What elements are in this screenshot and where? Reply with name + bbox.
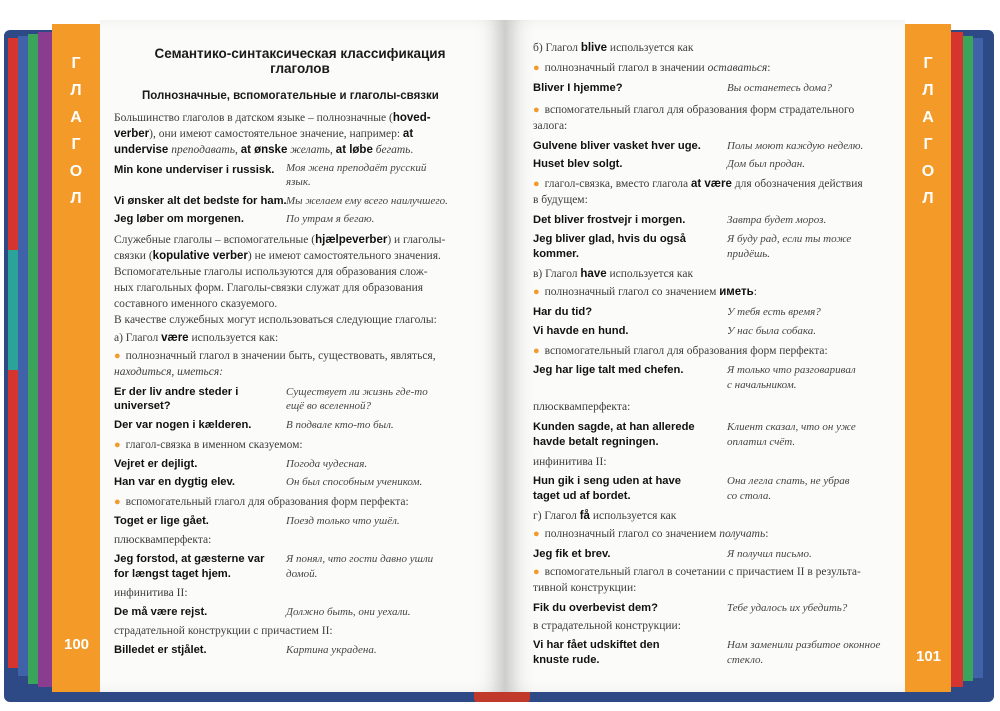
danish-example: for længst taget hjem. — [114, 568, 231, 580]
bullet-icon: ● — [533, 62, 540, 74]
bullet-icon: ● — [533, 345, 540, 357]
right-tab-title: ГЛАГОЛ — [921, 55, 935, 207]
left-page-number: 100 — [64, 636, 90, 653]
form-label: плюсквамперфекта: — [533, 401, 631, 413]
danish-example: Vi har fået udskiftet den — [533, 639, 660, 651]
russian-translation: ещё во вселенной? — [286, 400, 372, 412]
danish-example: Hun gik i seng uden at have — [533, 475, 681, 487]
russian-translation: Я получил письмо. — [727, 548, 812, 560]
bullet-item: ● вспомогательный глагол для образования форм страдательного — [533, 104, 855, 116]
left-stripe-purple — [38, 32, 52, 687]
danish-example: Jeg har lige talt med chefen. — [533, 364, 684, 376]
danish-example: Huset blev solgt. — [533, 158, 623, 170]
section-heading: г) Глагол få используется как — [533, 510, 677, 522]
right-stripe-green — [963, 36, 973, 681]
russian-translation: со стола. — [727, 490, 772, 502]
russian-translation: язык. — [286, 176, 311, 188]
left-stripe-green — [28, 34, 38, 684]
form-label: инфинитива II: — [533, 456, 607, 468]
danish-example: Er der liv andre steder i — [114, 386, 239, 398]
danish-example: Jeg bliver glad, hvis du også — [533, 233, 686, 245]
russian-translation: стекло. — [727, 654, 764, 666]
aux-line: В качестве служебных могут использоваться следующие глаголы: — [114, 314, 437, 326]
russian-translation: с начальником. — [727, 379, 797, 391]
russian-translation: Поезд только что ушёл. — [286, 515, 400, 527]
danish-example: Min kone underviser i russisk. — [114, 164, 275, 176]
danish-example: Det bliver frostvejr i morgen. — [533, 214, 686, 226]
russian-translation: Вы останетесь дома? — [727, 82, 833, 94]
danish-example: Gulvene bliver vasket hver uge. — [533, 140, 701, 152]
form-label: в страдательной конструкции: — [533, 620, 681, 632]
danish-example: Billedet er stjålet. — [114, 644, 207, 656]
danish-example: Jeg forstod, at gæsterne var — [114, 553, 265, 565]
bullet-icon: ● — [533, 286, 540, 298]
aux-line: ных глагольных форм. Глаголы-связки служат для образования — [114, 282, 424, 294]
danish-example: universet? — [114, 400, 171, 412]
danish-example: Han var en dygtig elev. — [114, 476, 236, 488]
russian-translation: оплатил счёт. — [727, 436, 796, 448]
russian-translation: Я понял, что гости давно ушли — [286, 553, 434, 565]
right-page — [505, 20, 905, 692]
right-page-number: 101 — [916, 648, 942, 665]
russian-translation: Погода чудесная. — [286, 458, 368, 470]
bullet-icon: ● — [533, 566, 540, 578]
russian-translation: Полы моют каждую неделю. — [727, 140, 864, 152]
bullet-cont: находиться, иметься: — [114, 366, 224, 378]
russian-translation: Дом был продан. — [727, 158, 806, 170]
left-stripe-teal — [8, 250, 18, 370]
form-label: плюсквамперфекта: — [114, 534, 212, 546]
russian-translation: домой. — [286, 568, 318, 580]
danish-example: Kunden sagde, at han allerede — [533, 421, 695, 433]
section-subtitle: Полнозначные, вспомогательные и глаголы-связки — [142, 90, 439, 102]
left-page — [100, 20, 505, 692]
russian-translation: У нас была собака. — [727, 325, 817, 337]
russian-translation: Я буду рад, если ты тоже — [727, 233, 852, 245]
russian-translation: Моя жена преподаёт русский — [286, 162, 427, 174]
page-title: Семантико-синтаксическая классификация глаголов — [154, 46, 446, 76]
danish-example: Jeg fik et brev. — [533, 548, 611, 560]
intro-line: Большинство глаголов в датском языке – полнозначные (hoved- — [114, 112, 431, 124]
russian-translation: Должно быть, они уехали. — [286, 606, 411, 618]
left-stripe-blue — [18, 36, 28, 676]
bullet-item: ● глагол-связка в именном сказуемом: — [114, 439, 303, 451]
danish-example: Vi havde en hund. — [533, 325, 629, 337]
danish-example: Jeg løber om morgenen. — [114, 213, 244, 225]
bullet-item: ● полнозначный глагол в значении быть, существовать, являться, — [114, 350, 436, 362]
intro-line: verber), они имеют самостоятельное значение, например: at — [114, 128, 414, 140]
bullet-item: ● полнозначный глагол со значением иметь: — [533, 286, 757, 298]
russian-translation: Мы желаем ему всего наилучшего. — [286, 195, 448, 207]
bullet-item: ● вспомогательный глагол для образования форм перфекта: — [114, 496, 409, 508]
russian-translation: придёшь. — [727, 248, 771, 260]
section-heading: б) Глагол blive используется как — [533, 42, 694, 54]
bullet-item: ● глагол-связка, вместо глагола at være для обозначения действия — [533, 178, 863, 190]
danish-example: Har du tid? — [533, 306, 593, 318]
bullet-item: ● вспомогательный глагол для образования форм перфекта: — [533, 345, 828, 357]
danish-example: Fik du overbevist dem? — [533, 602, 658, 614]
danish-example: Der var nogen i kælderen. — [114, 419, 252, 431]
bullet-icon: ● — [114, 496, 121, 508]
bullet-cont: в будущем: — [533, 194, 588, 206]
bullet-cont: залога: — [533, 120, 568, 132]
aux-line: Служебные глаголы – вспомогательные (hjælpeverber) и глаголы- — [114, 234, 446, 246]
danish-example: Vejret er dejligt. — [114, 458, 198, 470]
form-label: страдательной конструкции с причастием II: — [114, 625, 333, 637]
danish-example: Vi ønsker alt det bedste for ham. — [114, 195, 287, 207]
danish-example: taget ud af bordet. — [533, 490, 631, 502]
danish-example: kommer. — [533, 248, 580, 260]
left-tab-title: ГЛАГОЛ — [69, 55, 83, 207]
section-heading: в) Глагол have используется как — [533, 268, 694, 280]
aux-line: связки (kopulative verber) не имеют самостоятельного значения. — [114, 250, 441, 262]
russian-translation: По утрам я бегаю. — [286, 213, 375, 225]
danish-example: De må være rejst. — [114, 606, 208, 618]
aux-line: составного именного сказуемого. — [114, 298, 278, 310]
bullet-icon: ● — [533, 104, 540, 116]
bullet-icon: ● — [114, 439, 121, 451]
danish-example: Bliver I hjemme? — [533, 82, 623, 94]
section-heading: а) Глагол være используется как: — [114, 332, 279, 344]
bullet-icon: ● — [114, 350, 121, 362]
bullet-item: ● полнозначный глагол со значением получать: — [533, 528, 769, 540]
danish-example: Toget er lige gået. — [114, 515, 209, 527]
russian-translation: Она легла спать, не убрав — [727, 475, 850, 487]
russian-translation: Тебе удалось их убедить? — [727, 602, 848, 614]
russian-translation: Я только что разговаривал — [727, 364, 856, 376]
russian-translation: Клиент сказал, что он уже — [727, 421, 856, 433]
aux-line: Вспомогательные глаголы используются для образования слож- — [114, 266, 428, 278]
danish-example: knuste rude. — [533, 654, 600, 666]
bullet-item: ● полнозначный глагол в значении оставаться: — [533, 62, 771, 74]
intro-line: undervise преподавать, at ønske желать, at løbe бегать. — [114, 144, 414, 156]
russian-translation: У тебя есть время? — [727, 306, 821, 318]
bullet-item: ● вспомогательный глагол в сочетании с причастием II в результа- — [533, 566, 861, 578]
right-stripe-blue — [973, 38, 983, 678]
russian-translation: Картина украдена. — [286, 644, 377, 656]
russian-translation: Существует ли жизнь где-то — [286, 386, 428, 398]
russian-translation: Он был способным учеником. — [286, 476, 423, 488]
russian-translation: В подвале кто-то был. — [286, 419, 394, 431]
russian-translation: Нам заменили разбитое оконное — [727, 639, 881, 651]
bullet-icon: ● — [533, 528, 540, 540]
bullet-icon: ● — [533, 178, 540, 190]
right-stripe-red — [951, 32, 963, 687]
bullet-cont: тивной конструкции: — [533, 582, 637, 594]
form-label: инфинитива II: — [114, 587, 188, 599]
russian-translation: Завтра будет мороз. — [727, 214, 827, 226]
danish-example: havde betalt regningen. — [533, 436, 659, 448]
